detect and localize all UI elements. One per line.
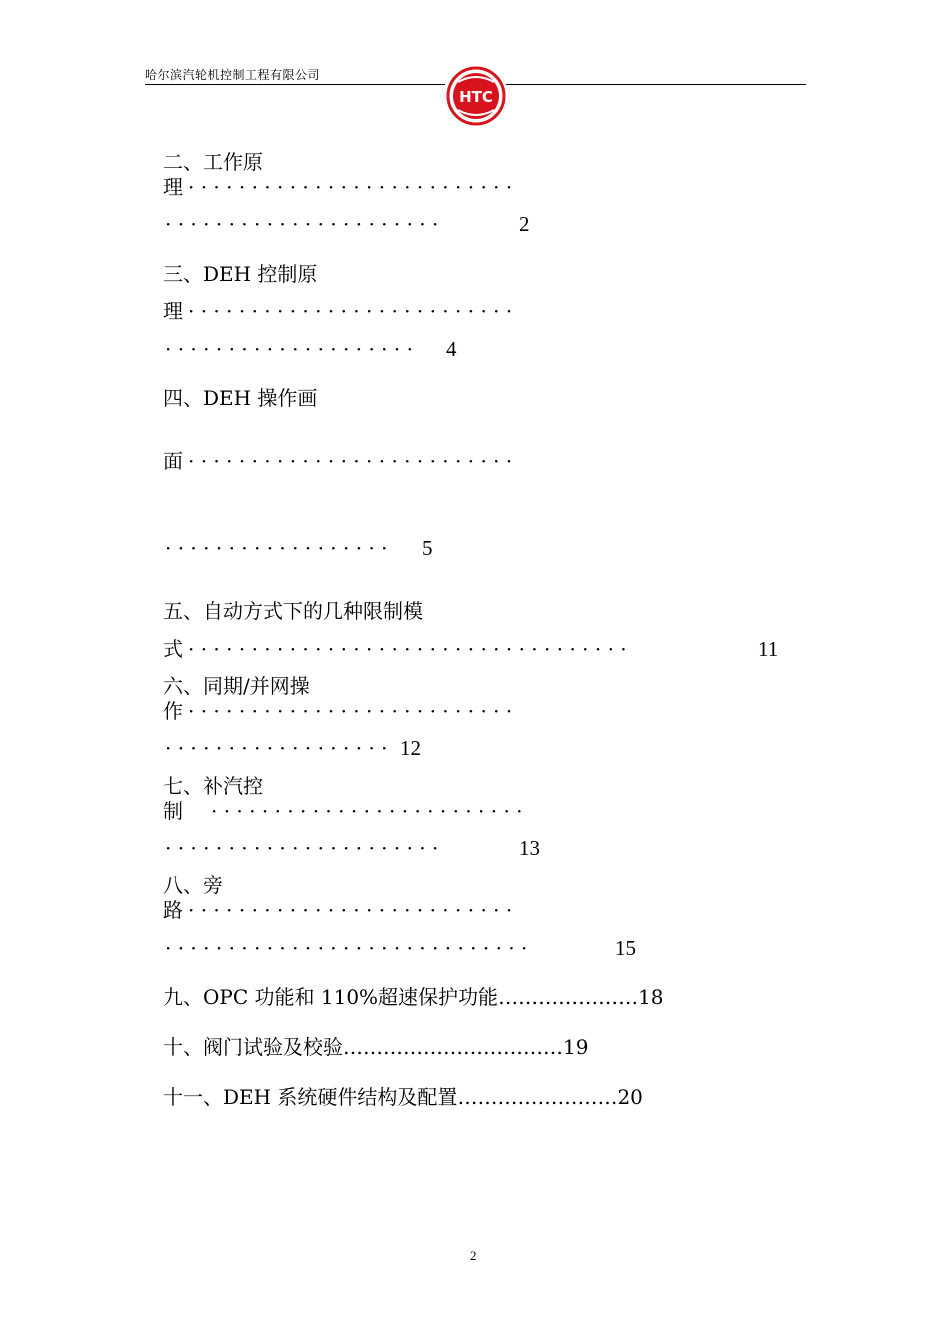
toc-entry-9-label: 十、阀门试验及校验 bbox=[163, 1035, 343, 1059]
toc-entry-6-leader: · · · · · · · · · · · · · · · · · · · · · · · · · bbox=[211, 799, 523, 823]
toc-entry-2-leader-2: · · · · · · · · · · · · · · · · · · · · bbox=[165, 337, 413, 361]
toc-entry-7-leader: · · · · · · · · · · · · · · · · · · · · · · · · · · bbox=[188, 898, 513, 922]
toc-entry-3-title[interactable]: 四、DEH 操作画 bbox=[163, 386, 318, 410]
toc-entry-2-leader: · · · · · · · · · · · · · · · · · · · · · · · · · · bbox=[188, 299, 513, 323]
footer-page-number: 2 bbox=[470, 1248, 477, 1263]
toc-entry-8-leader: ………………… bbox=[498, 985, 639, 1009]
toc-entry-2-title[interactable]: 三、DEH 控制原 bbox=[163, 262, 318, 286]
toc-entry-8-page: 18 bbox=[638, 985, 664, 1009]
toc-entry-4-page[interactable]: 11 bbox=[758, 637, 779, 661]
logo-text: HTC bbox=[459, 88, 493, 106]
toc-entry-3-leader: · · · · · · · · · · · · · · · · · · · · · · · · · · bbox=[188, 449, 513, 473]
toc-entry-4-leader: · · · · · · · · · · · · · · · · · · · · · · · · · · · · · · · · · · · bbox=[188, 637, 627, 661]
toc-entry-2-page[interactable]: 4 bbox=[446, 337, 457, 361]
toc-entry-3-page[interactable]: 5 bbox=[422, 536, 433, 560]
toc-entry-9-leader: …………………………… bbox=[343, 1035, 563, 1059]
toc-entry-5-leader: · · · · · · · · · · · · · · · · · · · · · · · · · · bbox=[188, 699, 513, 723]
toc-entry-7-leader-2: · · · · · · · · · · · · · · · · · · · · · · · · · · · · · bbox=[165, 936, 528, 960]
toc-entry-6-page[interactable]: 13 bbox=[519, 836, 540, 860]
toc-entry-5-page[interactable]: 12 bbox=[400, 736, 421, 760]
toc-entry-8-label: 九、OPC 功能和 110%超速保护功能 bbox=[163, 985, 499, 1009]
toc-entry-10-page: 20 bbox=[617, 1085, 643, 1109]
toc-entry-7-title[interactable]: 八、旁 bbox=[163, 873, 223, 897]
toc-entry-6-title-cont[interactable]: 制 bbox=[163, 799, 183, 823]
toc-entry-10-label: 十一、DEH 系统硬件结构及配置 bbox=[163, 1085, 458, 1109]
toc-entry-1-leader-2: · · · · · · · · · · · · · · · · · · · · · · bbox=[165, 212, 439, 236]
toc-entry-4-title[interactable]: 五、自动方式下的几种限制模 bbox=[163, 599, 423, 623]
toc-entry-1-page[interactable]: 2 bbox=[519, 212, 530, 236]
toc-entry-6-title[interactable]: 七、补汽控 bbox=[163, 774, 263, 798]
toc-entry-4-title-cont[interactable]: 式 bbox=[163, 637, 183, 661]
header-rule-right bbox=[506, 84, 806, 85]
company-logo bbox=[446, 66, 506, 126]
toc-entry-9-title[interactable] bbox=[163, 1035, 588, 1059]
toc-entry-5-title-cont[interactable]: 作 bbox=[163, 699, 183, 723]
toc-entry-9-page: 19 bbox=[563, 1035, 589, 1059]
header-rule-left bbox=[145, 84, 445, 85]
toc-entry-6-leader-2: · · · · · · · · · · · · · · · · · · · · · · bbox=[165, 836, 439, 860]
toc-entry-2-title-cont[interactable]: 理 bbox=[163, 299, 183, 323]
toc-entry-10-leader: …………………… bbox=[457, 1085, 618, 1109]
toc-entry-1-title-cont[interactable]: 理 bbox=[163, 175, 183, 199]
toc-entry-3-leader-2: · · · · · · · · · · · · · · · · · · bbox=[165, 536, 388, 560]
toc-entry-5-leader-2: · · · · · · · · · · · · · · · · · · bbox=[165, 736, 388, 760]
toc-entry-10-title[interactable] bbox=[163, 1085, 643, 1109]
toc-entry-3-title-cont[interactable]: 面 bbox=[163, 449, 183, 473]
toc-entry-1-title[interactable]: 二、工作原 bbox=[163, 150, 263, 174]
toc-entry-8-title[interactable] bbox=[163, 985, 664, 1009]
toc-entry-1-leader: · · · · · · · · · · · · · · · · · · · · · · · · · · bbox=[188, 175, 513, 199]
toc-entry-7-page[interactable]: 15 bbox=[615, 936, 636, 960]
toc-entry-7-title-cont[interactable]: 路 bbox=[163, 898, 183, 922]
toc-entry-5-title[interactable]: 六、同期/并网操 bbox=[163, 674, 310, 698]
header-company-name: 哈尔滨汽轮机控制工程有限公司 bbox=[145, 68, 321, 82]
